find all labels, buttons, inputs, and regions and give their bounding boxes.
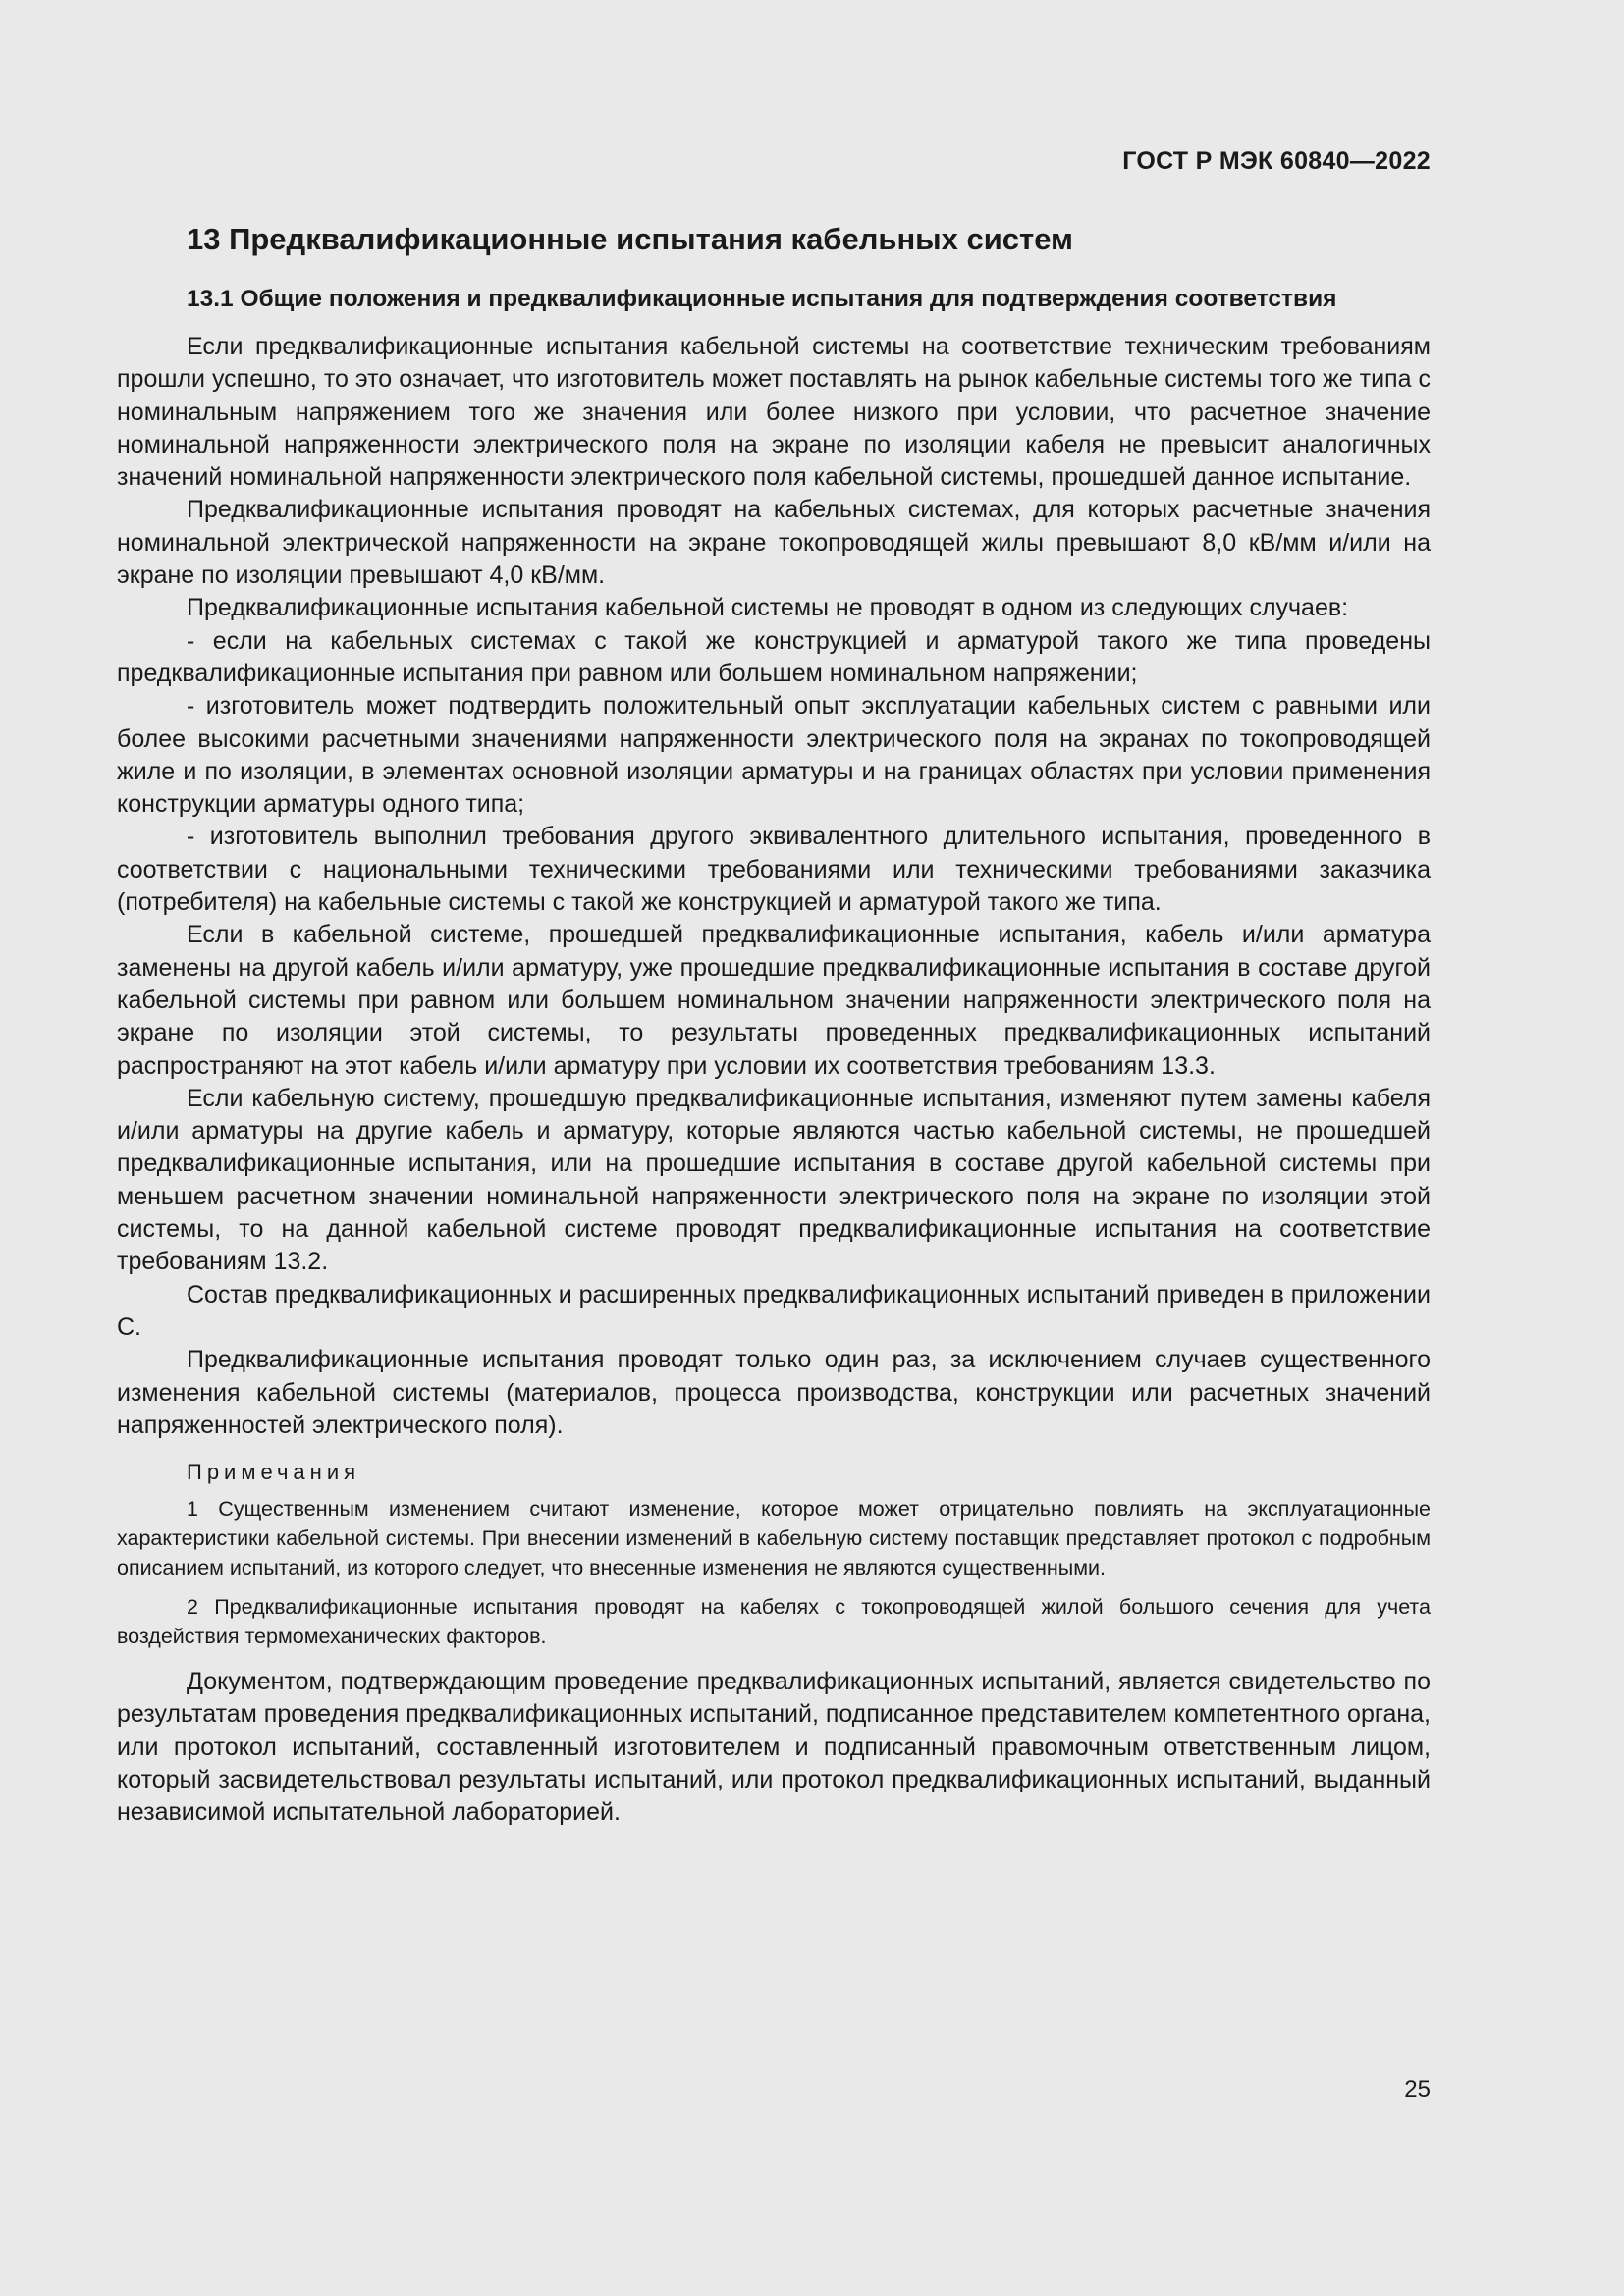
paragraph: Предквалификационные испытания проводят только один раз, за исключением случаев существенного изменения кабельной системы (материалов, процесса производства, конструкции или расчетных значений напряженностей электрического поля). [117,1346,1431,1439]
final-text [117,1666,1431,1829]
paragraph: Если в кабельной системе, прошедшей предквалификационные испытания, кабель и/или арматура заменены на другой кабель и/или арматуру, уже прошедшие предквалификационные испытания в составе другой кабельной системы при равном или большем номинальном значении напряженности электрического поля на экране по изоляции этой системы, то результаты проведенных предквалификационных испытаний распространяют на этот кабель и/или арматуру при условии их соответствия требованиям 13.3. [117,921,1431,1080]
paragraph: Состав предквалификационных и расширенных предквалификационных испытаний приведен в приложении С. [117,1280,1431,1341]
notes-title: Примечания [187,1460,361,1485]
list-item: - если на кабельных системах с такой же конструкцией и арматурой такого же типа проведены предквалификационные испытания при равном или большем номинальном напряжении; [117,626,1431,687]
page-content [117,220,1431,1830]
subsection-title: 13.1 Общие положения и предквалификационные испытания для подтверждения соответствия [187,286,1337,312]
section-title: 13 Предквалификационные испытания кабельных систем [187,222,1073,256]
page-number: 25 [1404,2076,1431,2103]
paragraph: Документом, подтверждающим проведение предквалификационных испытаний, является свидетельство по результатам проведения предквалификационных испытаний, подписанное представителем компетентного органа, или протокол испытаний, составленный изготовителем и подписанный правомочным ответственным лицом, который засвидетельствовал результаты испытаний, или протокол предквалификационных испытаний, выданный независимой испытательной лабораторией. [117,1668,1431,1827]
note-item: 2 Предквалификационные испытания проводят на кабелях с токопроводящей жилой большого сечения для учета воздействия термомеханических факторов. [117,1595,1431,1649]
paragraph: Предквалификационные испытания кабельной системы не проводят в одном из следующих случаев: [187,594,1349,622]
list-item: - изготовитель может подтвердить положительный опыт эксплуатации кабельных систем с равными или более высокими расчетными значениями напряженности электрического поля на экранах по токопроводящей жиле и по изоляции, в элементах основной изоляции арматуры и на границах областях при условии применения конструкции арматуры одного типа; [117,692,1431,819]
paragraph: Если кабельную систему, прошедшую предквалификационные испытания, изменяют путем замены кабеля и/или арматуры на другие кабель и арматуру, которые являются частью кабельной системы, не прошедшей предквалификационные испытания, или на прошедшие испытания в составе другой кабельной системы при меньшем расчетном значении номинальной напряженности электрического поля на экране по изоляции этой системы, то на данной кабельной системе проводят предквалификационные испытания на соответствие требованиям 13.2. [117,1084,1431,1276]
paragraph: Если предквалификационные испытания кабельной системы на соответствие техническим требованиям прошли успешно, то это означает, что изготовитель может поставлять на рынок кабельные системы того же типа с номинальным напряжением того же значения или более низкого при условии, что расчетное значение номинальной напряженности электрического поля на экране по изоляции кабеля не превысит аналогичных значений номинальной напряженности электрического поля кабельной системы, прошедшей данное испытание. [117,333,1431,492]
document-standard-code: ГОСТ Р МЭК 60840—2022 [1122,147,1431,175]
body-text [117,331,1431,1442]
paragraph: Предквалификационные испытания проводят на кабельных системах, для которых расчетные значения номинальной электрической напряженности на экране токопроводящей жилы превышают 8,0 кВ/мм и/или на экране по изоляции превышают 4,0 кВ/мм. [117,496,1431,590]
list-item: - изготовитель выполнил требования другого эквивалентного длительного испытания, проведенного в соответствии с национальными техническими требованиями или техническими требованиями заказчика (потребителя) на кабельные системы с такой же конструкцией и арматурой такого же типа. [117,823,1431,917]
note-item: 1 Существенным изменением считают изменение, которое может отрицательно повлиять на эксплуатационные характеристики кабельной системы. При внесении изменений в кабельную систему поставщик представляет протокол с подробным описанием испытаний, из которого следует, что внесенные изменения не являются существенными. [117,1497,1431,1580]
